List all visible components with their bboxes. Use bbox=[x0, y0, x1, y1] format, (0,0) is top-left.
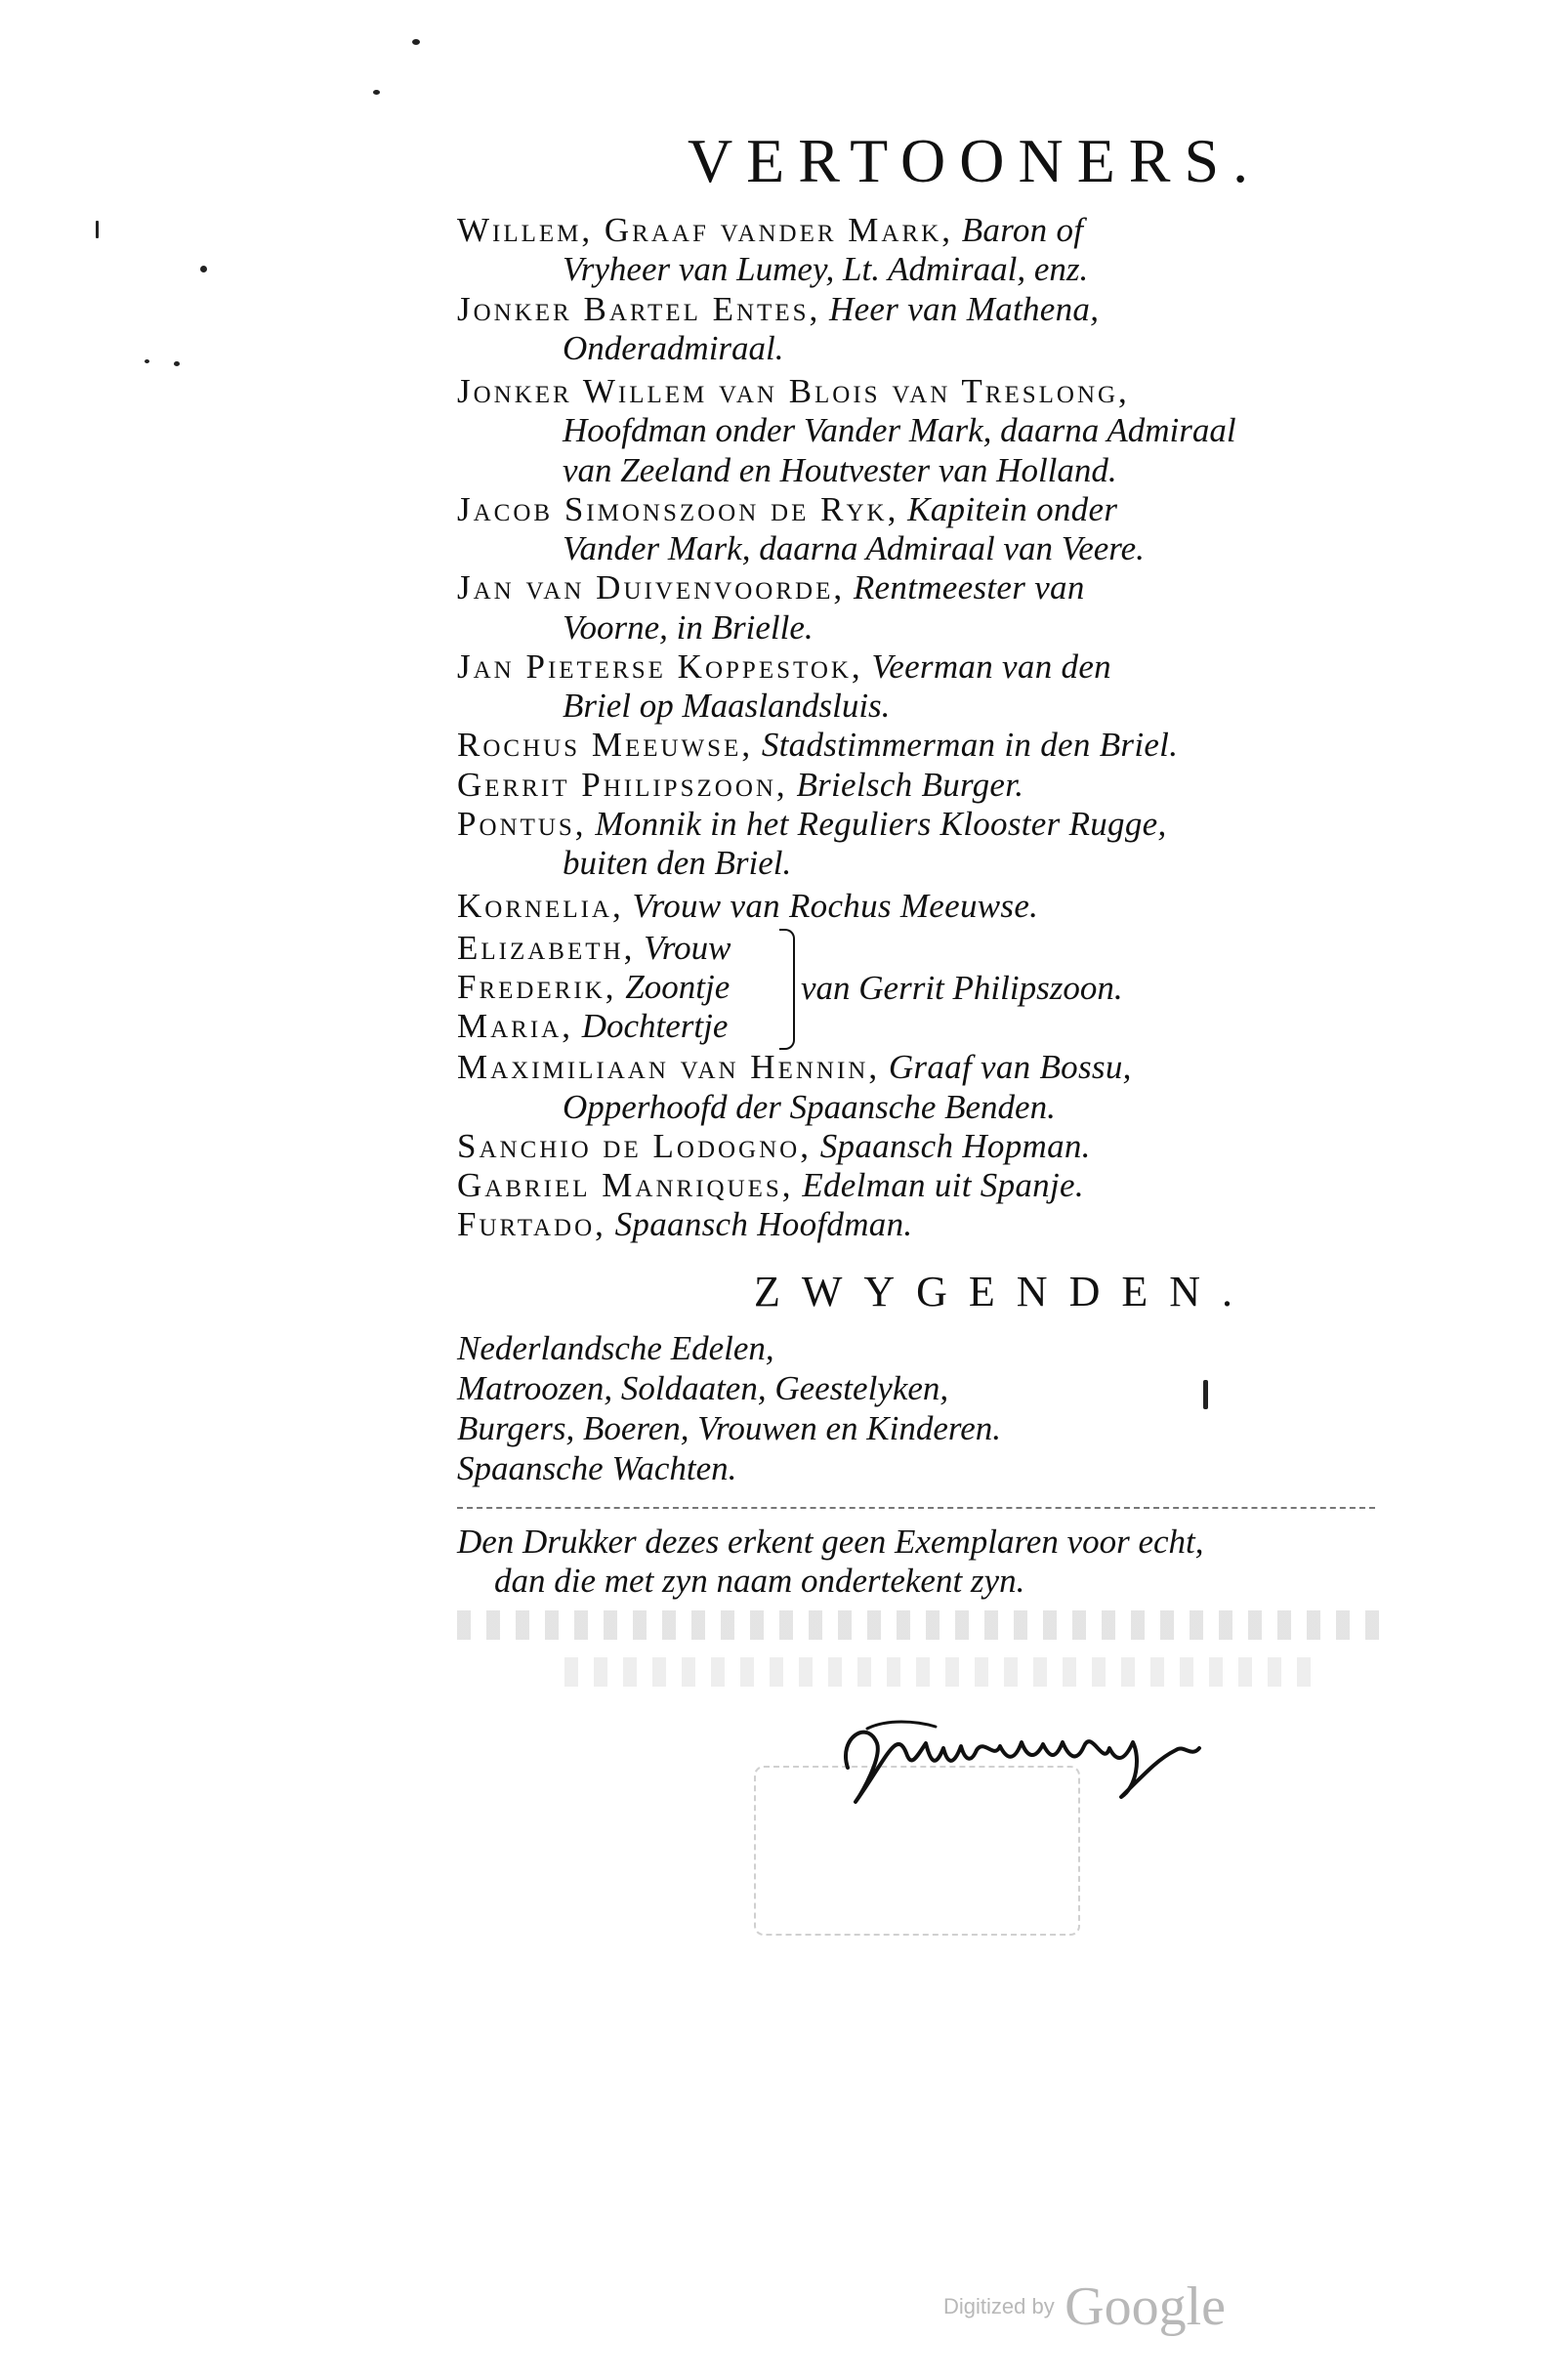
cast-name: Kornelia, bbox=[457, 887, 624, 926]
cast-description: Baron of bbox=[961, 211, 1084, 249]
cast-name: Maria, bbox=[457, 1007, 573, 1045]
cast-description: Spaansch Hoofdman. bbox=[614, 1205, 913, 1244]
bleed-through-text bbox=[457, 1610, 1395, 1640]
cast-description-continued: buiten den Briel. bbox=[563, 844, 792, 882]
printer-notice bbox=[457, 1523, 1434, 1602]
cast-description: Heer van Mathena, bbox=[829, 289, 1100, 328]
cast-name: Gerrit Philipszoon, bbox=[457, 765, 788, 804]
cast-description: Monnik in het Reguliers Klooster Rugge, bbox=[595, 804, 1167, 843]
cast-description-continued: Onderadmiraal. bbox=[563, 328, 784, 367]
page-speck bbox=[96, 221, 99, 238]
page-speck bbox=[412, 39, 420, 45]
watermark-prefix: Digitized by bbox=[943, 2294, 1055, 2318]
cast-description: Kapitein onder bbox=[907, 489, 1118, 528]
family-member bbox=[457, 929, 1434, 968]
cast-description: Vrouw van Rochus Meeuwse. bbox=[632, 887, 1039, 926]
cast-entry bbox=[457, 805, 1434, 884]
cast-description-continued: Vryheer van Lumey, Lt. Admiraal, enz. bbox=[563, 250, 1089, 289]
cast-name: Furtado, bbox=[457, 1205, 606, 1244]
cast-description: Brielsch Burger. bbox=[796, 765, 1024, 804]
cast-name: Jacob Simonszoon de Ryk, bbox=[457, 489, 899, 528]
cast-name: Pontus, bbox=[457, 804, 587, 843]
printer-notice-line: dan die met zyn naam ondertekent zyn. bbox=[494, 1561, 1025, 1600]
cast-description: Graaf van Bossu, bbox=[888, 1048, 1132, 1087]
cast-description: Zoontje bbox=[625, 967, 731, 1006]
page-speck bbox=[200, 266, 207, 272]
cast-entry bbox=[457, 647, 1434, 727]
page-speck bbox=[145, 359, 149, 363]
cast-entry bbox=[457, 1048, 1434, 1127]
digitized-watermark bbox=[943, 2276, 1226, 2338]
section-subtitle: ZWYGENDEN. bbox=[753, 1267, 1255, 1315]
cast-entry bbox=[457, 1127, 1434, 1166]
cast-description: Stadstimmerman in den Briel. bbox=[761, 726, 1179, 765]
handwritten-signature bbox=[828, 1699, 1219, 1816]
page-speck bbox=[373, 90, 380, 95]
cast-description-continued: Vander Mark, daarna Admiraal van Veere. bbox=[563, 529, 1145, 567]
family-member bbox=[457, 1007, 1434, 1046]
cast-entry bbox=[457, 726, 1434, 765]
cast-name: Gabriel Manriques, bbox=[457, 1166, 794, 1204]
list-item: Matroozen, Soldaaten, Geestelyken, bbox=[457, 1368, 949, 1407]
cast-list-continued bbox=[457, 1048, 1434, 1244]
cast-description: Spaansch Hopman. bbox=[819, 1126, 1091, 1165]
cast-description: Veerman van den bbox=[871, 647, 1111, 686]
page-title: VERTOONERS. bbox=[687, 126, 1263, 195]
family-shared-description: van Gerrit Philipszoon. bbox=[801, 968, 1123, 1007]
cast-name: Jonker Bartel Entes, bbox=[457, 289, 821, 328]
cast-entry bbox=[457, 1166, 1434, 1205]
cast-description-continued: Hoofdman onder Vander Mark, daarna Admiraal bbox=[563, 411, 1236, 450]
list-item: Burgers, Boeren, Vrouwen en Kinderen. bbox=[457, 1409, 1001, 1448]
cast-name: Jan Pieterse Koppestok, bbox=[457, 647, 863, 686]
cast-description-continued: Voorne, in Brielle. bbox=[563, 607, 814, 647]
cast-entry bbox=[457, 766, 1434, 805]
family-group bbox=[457, 929, 1434, 1047]
google-logo-text: Google bbox=[1065, 2276, 1227, 2337]
cast-entry bbox=[457, 887, 1434, 926]
cast-description: Rentmeester van bbox=[853, 568, 1085, 607]
bleed-through-text bbox=[564, 1657, 1326, 1687]
cast-name: Jan van Duivenvoorde, bbox=[457, 568, 846, 607]
cast-entry bbox=[457, 290, 1434, 369]
bracket-brace bbox=[779, 929, 795, 1051]
cast-entry bbox=[457, 211, 1434, 290]
cast-name: Rochus Meeuwse, bbox=[457, 726, 754, 765]
cast-name: Jonker Willem van Blois van Treslong, bbox=[457, 372, 1130, 410]
page-speck bbox=[174, 361, 180, 366]
cast-entry bbox=[457, 372, 1434, 490]
list-item: Nederlandsche Edelen, bbox=[457, 1328, 774, 1367]
cast-name: Elizabeth, bbox=[457, 928, 636, 967]
cast-description-continued: Briel op Maaslandsluis. bbox=[563, 687, 891, 725]
document-page bbox=[457, 125, 1434, 1687]
cast-description: Dochtertje bbox=[581, 1007, 729, 1045]
cast-name: Sanchio de Lodogno, bbox=[457, 1126, 812, 1165]
cast-list bbox=[457, 211, 1434, 927]
divider bbox=[457, 1507, 1375, 1509]
cast-name: Willem, Graaf vander Mark, bbox=[457, 211, 953, 249]
cast-description: Vrouw bbox=[644, 928, 731, 967]
list-item: Spaansche Wachten. bbox=[457, 1449, 737, 1488]
mute-characters-list bbox=[457, 1328, 1434, 1489]
cast-name: Maximiliaan van Hennin, bbox=[457, 1048, 881, 1087]
cast-description-continued: Opperhoofd der Spaansche Benden. bbox=[563, 1087, 1056, 1126]
printer-notice-line: Den Drukker dezes erkent geen Exemplaren voor echt, bbox=[457, 1522, 1204, 1561]
cast-description: Edelman uit Spanje. bbox=[802, 1166, 1084, 1204]
cast-entry bbox=[457, 1205, 1434, 1244]
cast-entry bbox=[457, 568, 1434, 647]
cast-entry bbox=[457, 490, 1434, 569]
cast-description-continued: van Zeeland en Houtvester van Holland. bbox=[563, 450, 1117, 489]
cast-name: Frederik, bbox=[457, 967, 617, 1006]
